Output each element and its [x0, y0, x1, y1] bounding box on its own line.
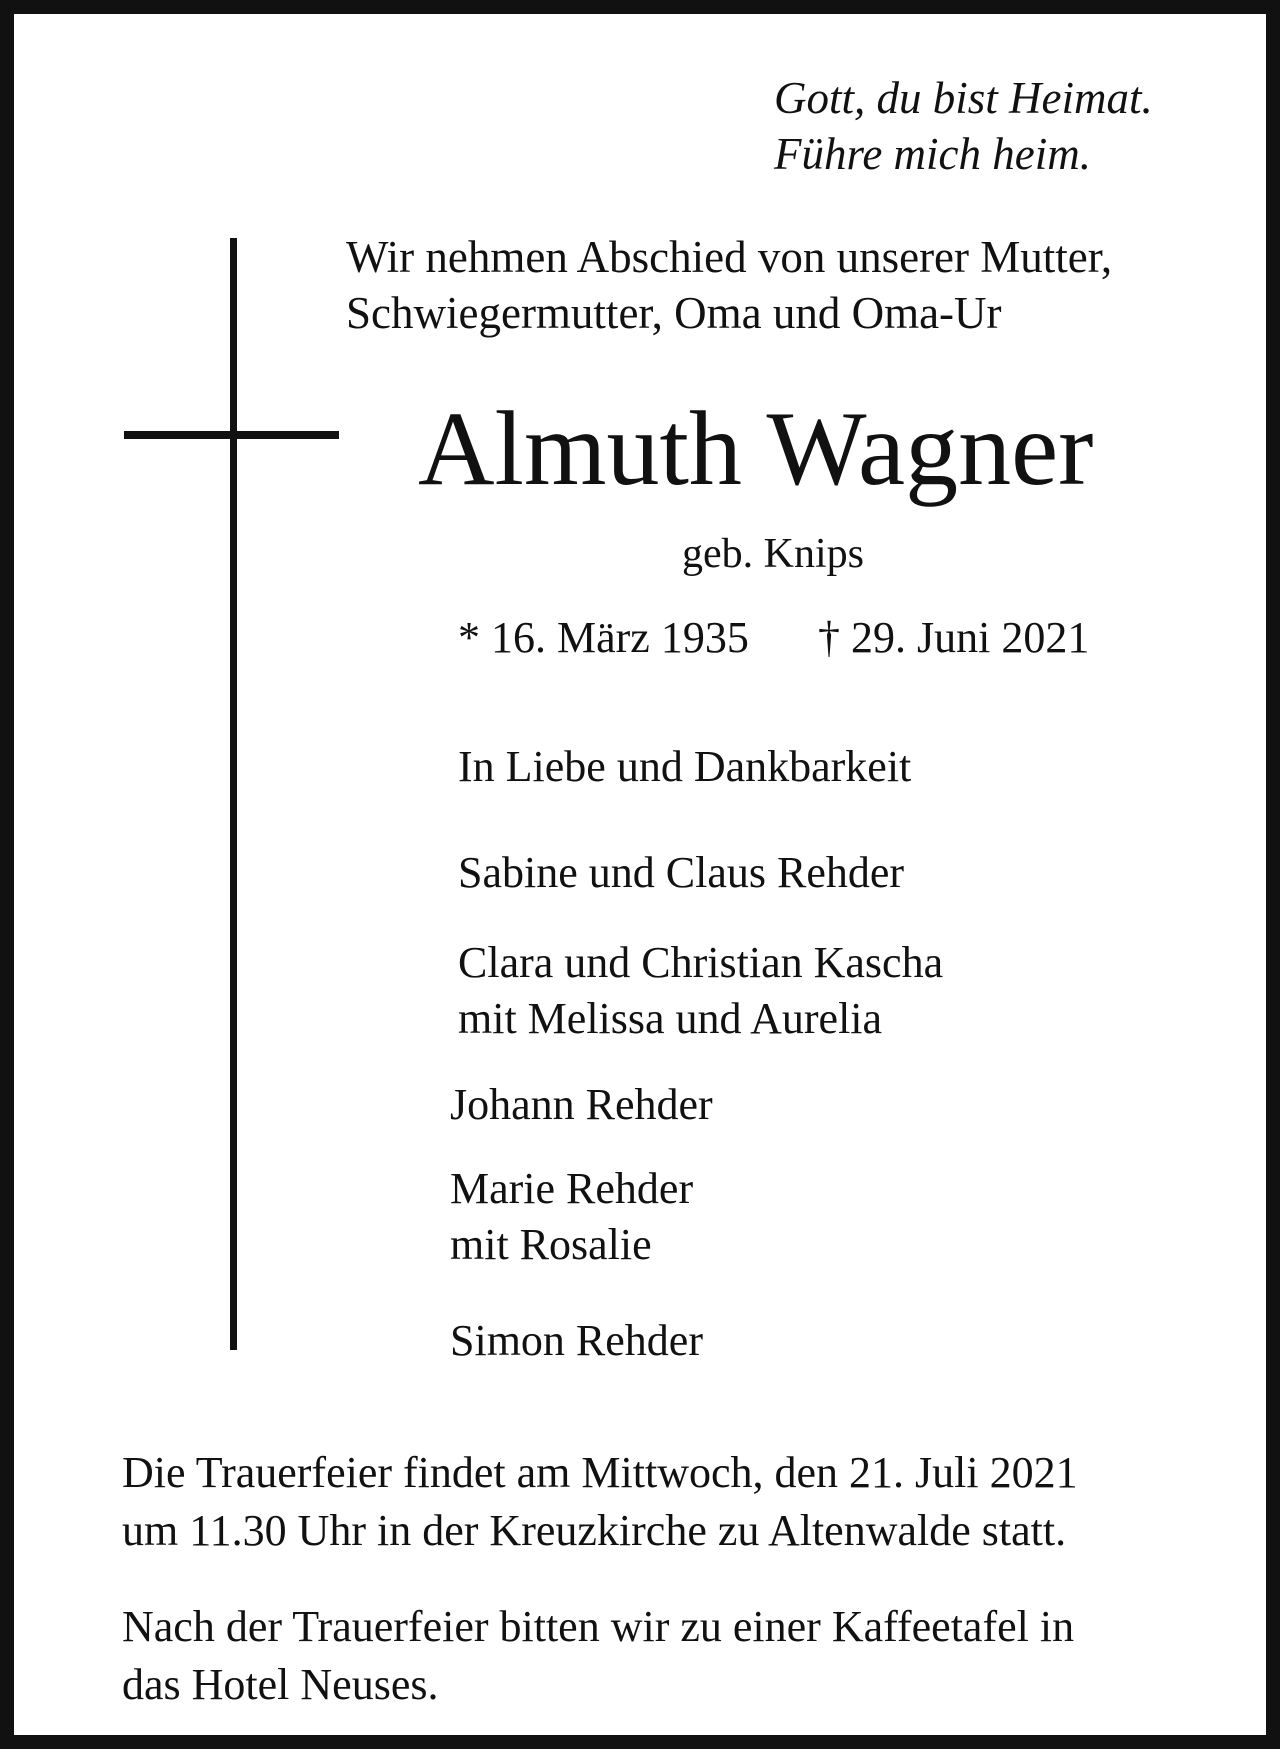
- intro-line-1: Wir nehmen Abschied von unserer Mutter,: [346, 232, 1113, 282]
- greeting: In Liebe und Dankbarkeit: [458, 742, 912, 791]
- intro-line-2: Schwiegermutter, Oma und Oma-Ur: [346, 288, 1002, 338]
- service-line-1: Die Trauerfeier findet am Mittwoch, den 21. Juli 2021: [122, 1448, 1078, 1497]
- deceased-name: Almuth Wagner: [418, 390, 1094, 507]
- mourner-sabine-claus: Sabine und Claus Rehder: [458, 848, 905, 897]
- death-date: † 29. Juni 2021: [818, 613, 1090, 662]
- mourner-simon: Simon Rehder: [450, 1316, 703, 1365]
- mourner-johann: Johann Rehder: [450, 1080, 713, 1129]
- maiden-name: geb. Knips: [682, 531, 864, 577]
- motto-line-2: Führe mich heim.: [774, 129, 1091, 179]
- cross-horizontal-bar: [124, 431, 339, 439]
- service-line-2: um 11.30 Uhr in der Kreuzkirche zu Altenwalde statt.: [122, 1506, 1067, 1555]
- reception-line-1: Nach der Trauerfeier bitten wir zu einer Kaffeetafel in: [122, 1602, 1075, 1651]
- birth-date: * 16. März 1935: [458, 613, 749, 662]
- mourner-clara-christian: Clara und Christian Kascha: [458, 938, 944, 987]
- mourner-melissa-aurelia: mit Melissa und Aurelia: [458, 994, 883, 1043]
- reception-line-2: das Hotel Neuses.: [122, 1660, 439, 1709]
- mourner-rosalie: mit Rosalie: [450, 1220, 652, 1269]
- mourner-marie: Marie Rehder: [450, 1164, 694, 1213]
- motto-line-1: Gott, du bist Heimat.: [774, 73, 1153, 123]
- cross-vertical-bar: [230, 238, 237, 1350]
